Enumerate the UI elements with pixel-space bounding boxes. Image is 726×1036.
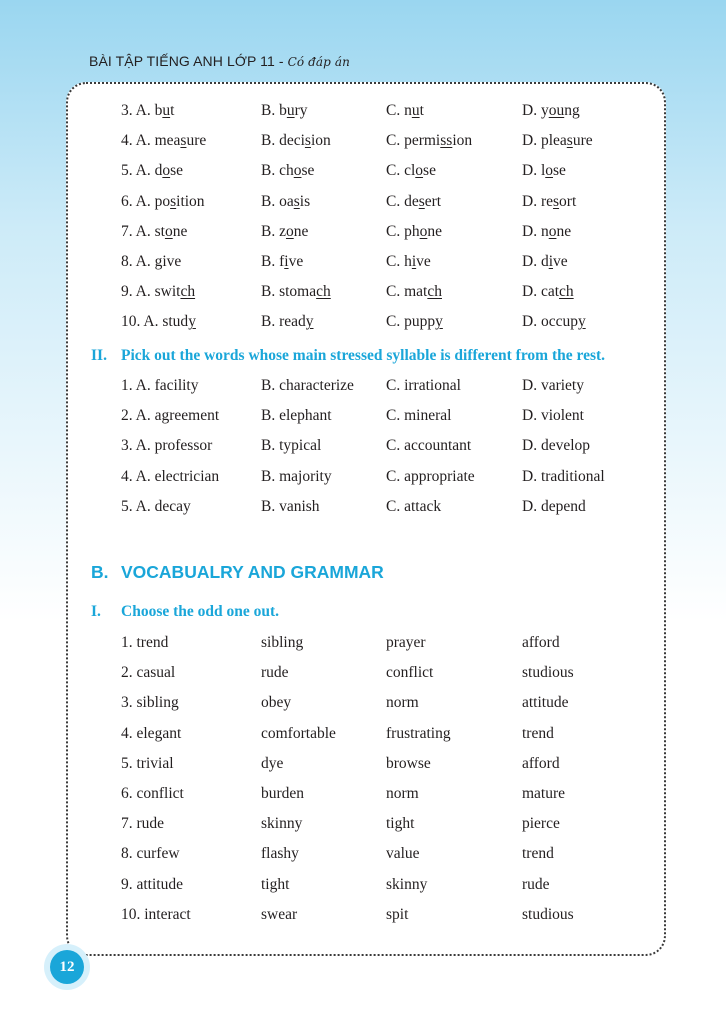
option-c: spit [386,905,409,923]
list-item [0,160,726,182]
underlined-sound: i [284,253,289,270]
list-item [0,435,726,457]
option-c: browse [386,754,431,772]
word-prefix: 7. A. st [121,222,165,240]
word-prefix: C. n [386,102,412,119]
option-d: afford [522,634,560,651]
option-d: trend [522,845,554,863]
word-prefix: 6. A. po [121,192,171,210]
option-b [261,191,310,213]
option-a: 9. attitude [121,875,183,893]
underlined-sound: o [419,222,428,240]
underlined-sound: y [577,313,586,331]
option-a: 5. A. decay [121,497,191,515]
option-b [261,251,303,273]
word-suffix: ion [452,132,473,150]
option-a: 2. A. agreement [121,407,220,425]
option-c: frustrating [386,724,451,742]
underlined-sound: y [435,313,443,331]
word-suffix: ive [162,253,182,270]
option-b: swear [261,905,298,923]
underlined-sound: o [293,162,302,180]
word-prefix: 3. A. b [121,102,163,119]
list-item [0,843,726,865]
underlined-sound: ch [427,283,442,301]
option-b [261,100,308,122]
option-a: 5. trivial [121,754,174,772]
word-prefix: D. cat [522,283,560,301]
list-item [0,813,726,835]
word-suffix: ition [176,192,205,210]
section-b-title: VOCABUALRY AND GRAMMAR [121,562,384,582]
section-letter: B. [91,562,109,582]
option-a: 10. interact [121,905,191,923]
option-c: C. attack [386,497,442,515]
option-b: rude [261,664,289,682]
underlined-sound: o [548,222,557,240]
word-suffix: t [170,102,175,119]
option-d: pierce [522,815,560,833]
word-prefix: C. h [386,253,412,270]
word-prefix: 10. A. stud [121,313,189,331]
word-suffix: se [423,162,436,180]
option-d [522,100,580,122]
option-a: 1. A. facility [121,377,199,394]
word-prefix: D. plea [522,132,567,150]
option-a: 7. rude [121,815,165,833]
option-c: C. irrational [386,377,461,394]
word-prefix: D. l [522,162,546,180]
word-suffix: ve [288,253,304,270]
option-a [121,311,196,333]
word-suffix: ert [424,192,442,210]
list-item [0,405,726,427]
word-suffix: se [170,162,184,180]
option-b: sibling [261,634,304,651]
word-suffix: ry [294,102,308,119]
list-item [0,191,726,213]
option-c: C. appropriate [386,467,475,485]
word-prefix: D. y [522,102,549,119]
underlined-sound: s [180,132,187,150]
option-b: B. majority [261,467,332,485]
word-prefix: 9. A. swit [121,283,181,301]
section-number: II. [91,347,107,364]
underlined-sound: o [415,162,424,180]
list-item [0,692,726,714]
word-prefix: B. read [261,313,306,331]
word-suffix: ort [559,192,577,210]
word-prefix: B. f [261,253,285,270]
header-title: BÀI TẬP TIẾNG ANH LỚP 11 - [89,53,288,69]
underlined-sound: u [411,102,420,119]
word-suffix: ng [564,102,580,119]
option-d: D. depend [522,497,586,515]
list-item [0,904,726,926]
underlined-sound: g [154,253,163,270]
option-d [522,160,566,182]
header-subtitle: Có đáp án [287,55,350,69]
word-suffix: se [553,162,566,180]
word-prefix: B. ch [261,162,294,180]
word-suffix: ne [556,222,572,240]
list-item [0,281,726,303]
list-item [0,251,726,273]
word-prefix: C. de [386,192,419,210]
option-a [121,281,195,303]
option-d: mature [522,785,566,802]
option-d: trend [522,724,554,742]
option-c [386,221,442,243]
option-d: studious [522,664,574,682]
word-prefix: C. ph [386,222,420,240]
word-prefix: B. z [261,222,286,240]
underlined-sound: s [304,132,311,150]
option-b: B. typical [261,437,322,455]
option-b: B. characterize [261,377,354,394]
option-b [261,130,331,152]
option-d [522,281,574,303]
section-b-heading [91,562,384,583]
option-c [386,251,431,273]
list-item [0,662,726,684]
list-item [0,466,726,488]
option-d [522,221,571,243]
option-d [522,251,568,273]
word-prefix: D. occup [522,313,578,331]
underlined-sound: y [305,313,314,331]
list-item [0,753,726,775]
option-a: 3. sibling [121,694,179,712]
option-c: C. accountant [386,437,472,455]
word-prefix: C. pupp [386,313,436,331]
option-b [261,221,308,243]
option-d: studious [522,905,574,923]
section-heading-stress [91,345,605,367]
underlined-sound: ss [440,132,453,150]
option-d: D. develop [522,437,591,455]
option-b: dye [261,754,284,772]
list-item [0,130,726,152]
option-a: 8. curfew [121,845,180,863]
underlined-sound: s [293,192,300,210]
word-prefix: B. b [261,102,287,119]
list-item [0,874,726,896]
word-prefix: B. deci [261,132,305,150]
option-a [121,251,181,273]
word-prefix: 5. A. d [121,162,163,180]
option-c: skinny [386,875,428,893]
option-c: norm [386,694,419,712]
option-d: D. traditional [522,467,605,485]
option-c [386,100,424,122]
option-a [121,221,187,243]
underlined-sound: o [164,222,173,240]
option-d: D. violent [522,407,584,425]
list-item [0,496,726,518]
underlined-sound: u [162,102,171,119]
underlined-sound: ch [180,283,196,301]
option-c: C. mineral [386,407,452,425]
option-b: flashy [261,845,299,863]
option-b [261,311,314,333]
word-prefix: D. d [522,253,549,270]
word-suffix: ure [572,132,593,150]
word-prefix: C. permi [386,132,441,150]
list-item [0,723,726,745]
list-item [0,221,726,243]
option-c [386,130,472,152]
word-suffix: ion [310,132,331,150]
word-prefix: D. re [522,192,553,210]
word-prefix: 8. A. [121,253,155,270]
list-item [0,783,726,805]
option-b: burden [261,785,305,802]
word-prefix: C. cl [386,162,416,180]
option-c [386,311,443,333]
underlined-sound: ou [548,102,565,119]
option-d: rude [522,875,550,893]
option-a: 3. A. professor [121,437,213,455]
option-c: tight [386,815,415,833]
option-a [121,160,183,182]
page-number: 12 [50,950,84,984]
section-title: Choose the odd one out. [121,603,280,620]
underlined-sound: o [545,162,553,180]
option-c: prayer [386,634,426,651]
underlined-sound: s [418,192,425,210]
option-b [261,281,331,303]
option-d [522,130,593,152]
option-a [121,130,206,152]
option-d: attitude [522,694,569,712]
underlined-sound: s [553,192,560,210]
underlined-sound: u [286,102,295,119]
option-b: B. vanish [261,497,320,515]
option-a: 6. conflict [121,785,184,802]
underlined-sound: i [411,253,417,270]
list-item [0,311,726,333]
word-suffix: se [301,162,315,180]
option-a: 4. elegant [121,724,182,742]
option-a: 2. casual [121,664,176,682]
word-suffix: ne [427,222,442,240]
option-a [121,191,205,213]
option-a [121,100,174,122]
underlined-sound: s [566,132,573,150]
option-c: conflict [386,664,434,682]
underlined-sound: ch [559,283,574,301]
option-d [522,311,586,333]
option-b: B. elephant [261,407,332,425]
page-number-badge [44,944,90,990]
option-d: afford [522,754,560,772]
underlined-sound: y [188,313,196,331]
option-c [386,160,436,182]
option-a: 4. A. electrician [121,467,220,485]
underlined-sound: i [548,253,554,270]
option-b: skinny [261,815,303,833]
word-suffix: is [299,192,311,210]
option-c: norm [386,785,419,802]
underlined-sound: ch [316,283,331,301]
word-prefix: B. oa [261,192,294,210]
option-b: tight [261,875,290,893]
underlined-sound: s [170,192,177,210]
option-c: value [386,845,420,863]
word-prefix: C. mat [386,283,428,301]
option-d [522,191,576,213]
option-d: D. variety [522,377,584,394]
word-suffix: t [419,102,424,119]
option-c [386,191,441,213]
word-suffix: ne [172,222,188,240]
word-suffix: ne [293,222,309,240]
word-prefix: B. stoma [261,283,317,301]
underlined-sound: o [162,162,171,180]
list-item [0,632,726,654]
option-c [386,281,442,303]
option-b [261,160,314,182]
word-prefix: 4. A. mea [121,132,181,150]
option-b: comfortable [261,724,336,742]
section-heading-odd-one-out [91,601,279,623]
section-title: Pick out the words whose main stressed syllable is different from the rest. [121,347,606,364]
section-number: I. [91,603,101,620]
word-suffix: ure [186,132,207,150]
option-b: obey [261,694,292,712]
word-suffix: ve [416,253,431,270]
word-prefix: D. n [522,222,549,240]
list-item [0,100,726,122]
page-header [89,53,350,69]
list-item [0,375,726,397]
option-a: 1. trend [121,634,169,651]
word-suffix: ve [553,253,568,270]
underlined-sound: o [285,222,294,240]
